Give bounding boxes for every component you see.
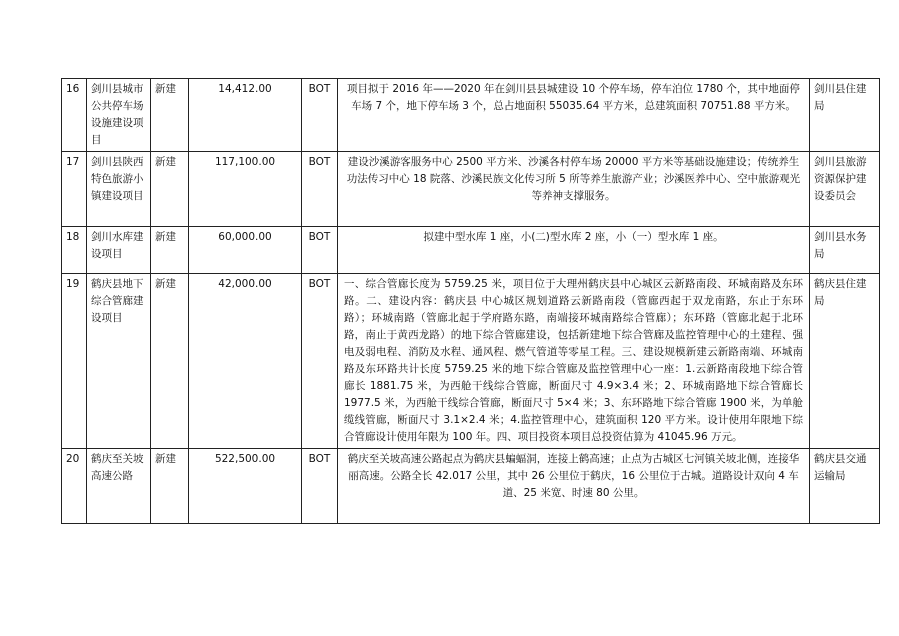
project-description: 建设沙溪游客服务中心 2500 平方米、沙溪各村停车场 20000 平方米等基础设施建设；传统养生功法传习中心 18 院落、沙溪民族文化传习所 5 所等养生旅游产业；沙溪医养中心、空中旅游观光等养神支撑服务。 [338,152,810,227]
cooperation-mode: BOT [302,227,338,274]
project-name: 鹤庆县地下综合管廊建设项目 [87,274,151,449]
responsible-unit: 鹤庆县住建局 [810,274,880,449]
table-row [62,79,880,152]
project-name: 剑川水库建设项目 [87,227,151,274]
table-row [62,152,880,227]
investment-amount: 42,000.00 [189,274,302,449]
cooperation-mode: BOT [302,449,338,524]
project-description: 一、综合管廊长度为 5759.25 米，项目位于大理州鹤庆县中心城区云新路南段、环城南路及东环路。二、建设内容：鹤庆县 中心城区规划道路云新路南段（管廊西起于双龙南路，东止于东环路）；环城南路（管廊北起于学府路东路，南端接环城南路综合管廊）；东环路（管廊北起于北环路，南止于黄西龙路）的地下综合管廊建设，包括新建地下综合管廊及监控管理中心的土建程、强电及弱电程、消防及水程、通风程、燃气管道等零星工程。三、建设规模新建云新路南端、环城南路及东环路共计长度 5759.25 米的地下综合管廊及监控管理中心一座：1.云新路南段地下综合管廊长 1881.75 米，为西舱干线综合管廊，断面尺寸 4.9×3.4 米；2、环城南路地下综合管廊长 1977.5 米，为西舱干线综合管廊，断面尺寸 5×4 米；3、东环路地下综合管廊 1900 米，为单舱缆线管廊，断面尺寸 3.1×2.4 米；4.监控管理中心，建筑面积 120 平方米。设计使用年限地下综合管廊设计使用年限为 100 年。四、项目投资本项目总投资估算为 41045.96 万元。 [338,274,810,449]
row-number: 17 [62,152,87,227]
project-name: 鹤庆至关坡高速公路 [87,449,151,524]
investment-amount: 14,412.00 [189,79,302,152]
responsible-unit: 剑川县住建局 [810,79,880,152]
project-description: 鹤庆至关坡高速公路起点为鹤庆县蝙蝠洞，连接上鹤高速；止点为古城区七河镇关坡北侧，连接华丽高速。公路全长 42.017 公里，其中 26 公里位于鹤庆，16 公里位于古城。道路设计双向 4 车道、25 米宽、时速 80 公里。 [338,449,810,524]
cooperation-mode: BOT [302,79,338,152]
table-row [62,449,880,524]
row-number: 20 [62,449,87,524]
row-number: 19 [62,274,87,449]
table-row [62,274,880,449]
construction-type: 新建 [151,227,189,274]
project-name: 剑川县城市公共停车场设施建设项目 [87,79,151,152]
responsible-unit: 鹤庆县交通运输局 [810,449,880,524]
construction-type: 新建 [151,449,189,524]
investment-amount: 522,500.00 [189,449,302,524]
table-row [62,227,880,274]
project-description: 项目拟于 2016 年——2020 年在剑川县县城建设 10 个停车场，停车泊位 1780 个，其中地面停车场 7 个，地下停车场 3 个，总占地面积 55035.64 平方米，总建筑面积 70751.88 平方米。 [338,79,810,152]
investment-amount: 117,100.00 [189,152,302,227]
investment-amount: 60,000.00 [189,227,302,274]
row-number: 16 [62,79,87,152]
responsible-unit: 剑川县旅游资源保护建设委员会 [810,152,880,227]
responsible-unit: 剑川县水务局 [810,227,880,274]
project-table [61,78,880,524]
project-name: 剑川县陕西特色旅游小镇建设项目 [87,152,151,227]
cooperation-mode: BOT [302,274,338,449]
project-description: 拟建中型水库 1 座，小(二)型水库 2 座，小（一）型水库 1 座。 [338,227,810,274]
construction-type: 新建 [151,274,189,449]
construction-type: 新建 [151,152,189,227]
row-number: 18 [62,227,87,274]
cooperation-mode: BOT [302,152,338,227]
construction-type: 新建 [151,79,189,152]
